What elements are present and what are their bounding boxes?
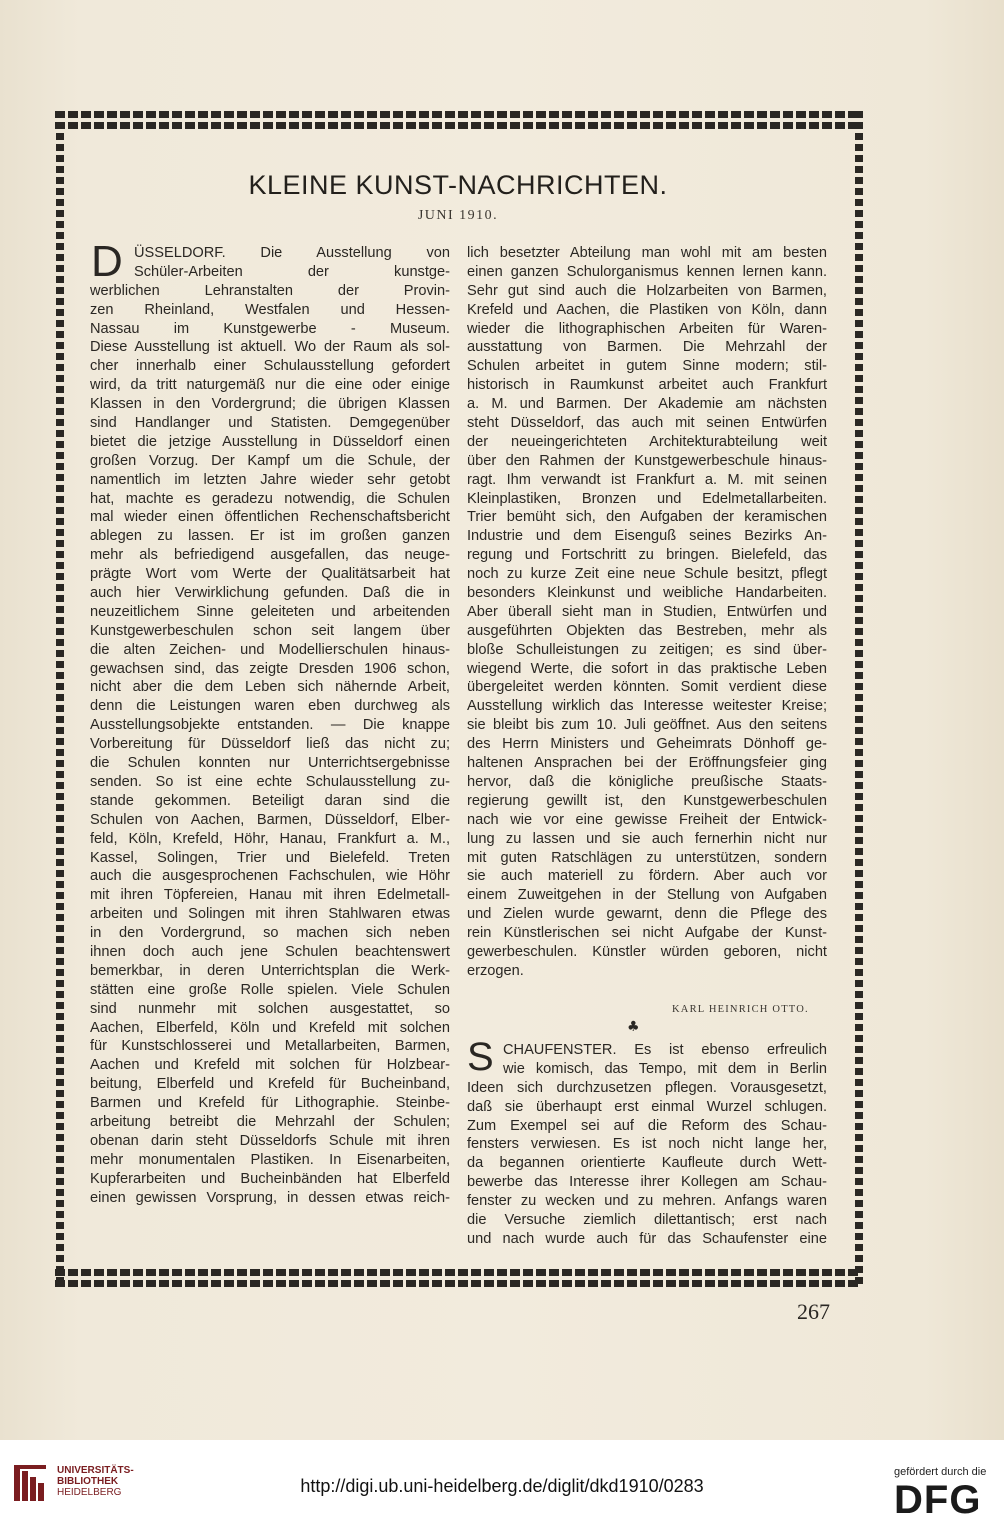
text-line: besonders Kleinkunst und weibliche Handarbeiten. <box>467 585 827 602</box>
text-line: Sehr gut sind auch die Holzarbeiten von Barmen, <box>467 282 827 299</box>
text-line: hervor, daß die königliche preußische Staats- <box>467 773 827 790</box>
text-line: Krefeld und Aachen, die Plastiken von Köln, dann <box>467 301 827 318</box>
text-line: auch hier Verwirklichung gefunden. Daß die in <box>90 585 450 602</box>
frame-top-inner <box>55 122 861 129</box>
funding-note: gefördert durch die <box>894 1466 987 1478</box>
text-line: Barmen und Krefeld für Lithographie. Steinbe- <box>90 1095 450 1112</box>
text-line: sie bleibt bis zum 10. Juli geöffnet. Aus den seitens <box>467 717 827 734</box>
text-line: für Kunstschlosserei und Metallarbeiten, Barmen, <box>90 1038 450 1055</box>
text-line: haltenen Ansprachen bei der Eröffnungsfeier ging <box>467 755 827 772</box>
section-ornament: ♣ <box>627 1019 640 1035</box>
author-signature: KARL HEINRICH OTTO. <box>672 1004 809 1015</box>
text-line: noch zu kurze Zeit eine neue Schule besitzt, pflegt <box>467 566 827 583</box>
text-line: steht Düsseldorf, das auch mit seinen Entwürfen <box>467 415 827 432</box>
text-line: Trier bemüht sich, den Aufgaben der keramischen <box>467 509 827 526</box>
text-line: ablegen zu lassen. Er ist im großen ganzen <box>90 528 450 545</box>
text-line: bietet die jetzige Ausstellung in Düsseldorf einen <box>90 433 450 450</box>
text-line: Klassen in den Vordergrund; die übrigen Klassen <box>90 396 450 413</box>
page-number: 267 <box>797 1299 830 1324</box>
text-line: Industrie und dem Eisenguß seines Bezirks An- <box>467 528 827 545</box>
text-line: in den Vordergrund, so machen sich neben <box>90 925 450 942</box>
text-line: daß sie überhaupt erst einmal Wurzel schlugen. <box>467 1098 827 1115</box>
text-line: und Zielen wurde gewarnt, denn die Pflege des <box>467 906 827 923</box>
text-line: prägte Wort vom Werte der Qualitätsarbeit hat <box>90 566 450 583</box>
text-line: Schulen von Aachen, Barmen, Düsseldorf, Elber- <box>90 811 450 828</box>
text-line: lich besetzter Abteilung man wohl mit am besten <box>467 245 827 261</box>
text-line: erzogen. <box>467 962 524 979</box>
text-line: obenan darin steht Düsseldorfs Schule mit ihren <box>90 1132 450 1149</box>
text-line: über den Rahmen der Kunstgewerbeschule hinaus- <box>467 452 827 469</box>
text-line: der neueingerichteten Architekturabteilung weit <box>467 433 827 450</box>
dropcap-s: S <box>467 1035 494 1079</box>
text-line: CHAUFENSTER. Es ist ebenso erfreulich <box>503 1042 827 1058</box>
text-line: stätten eine große Rolle spielen. Viele Schulen <box>90 981 450 998</box>
text-line: hat, machte es geradezu notwendig, die Schulen <box>90 490 450 507</box>
text-line: bemerkbar, in deren Unterrichtsplan die Werk- <box>90 962 450 979</box>
text-line: Kleinplastiken, Bronzen und Edelmetallarbeiten. <box>467 490 827 507</box>
text-line: ihnen doch auch jene Schulen beachtenswert <box>90 943 450 960</box>
text-line: Vorbereitung für Düsseldorf ließ das nicht zu; <box>90 736 450 753</box>
right-column <box>467 244 827 981</box>
text-line: bewerbe das Interesse ihrer Kollegen am Schau- <box>467 1174 827 1191</box>
text-line: Kupferarbeiten und Bucheinbänden hat Elberfeld <box>90 1170 450 1187</box>
text-line: Schulen arbeitet in gutem Sinne modern; stil- <box>467 358 827 375</box>
article-schaufenster <box>467 1041 827 1249</box>
text-line: mehr als befriedigend ausgefallen, das neuge- <box>90 547 450 564</box>
text-line: arbeitung betreibt die Mehrzahl der Schulen; <box>90 1113 450 1130</box>
text-line: Ausstellung wirklich das Interesse weitester Kreise; <box>467 698 827 715</box>
text-line: und nach wurde auch für das Schaufenster eine <box>467 1230 827 1247</box>
frame-right <box>855 111 863 1286</box>
text-line: Kassel, Solingen, Trier und Bielefeld. Treten <box>90 849 450 866</box>
library-name: UNIVERSITÄTS- BIBLIOTHEK HEIDELBERG <box>57 1465 134 1498</box>
text-line: mehr monumentalen Plastiken. In Eisenarbeiten, <box>90 1151 450 1168</box>
text-line: senden. So ist eine echte Schulausstellung zu- <box>90 773 450 790</box>
text-line: werblichen Lehranstalten der Provin- <box>90 282 450 299</box>
text-line: fenster zu wecken und zu mehren. Anfangs waren <box>467 1193 827 1210</box>
text-line: wird, da tritt naturgemäß nur die eine oder einige <box>90 377 450 394</box>
text-line: historisch in Raumkunst arbeitet auch Frankfurt <box>467 377 827 394</box>
text-line: Diese Ausstellung ist aktuell. Wo der Raum als sol- <box>90 339 450 356</box>
text-line: sie auch materiell zu fördern. Aber auch vor <box>467 868 827 885</box>
frame-left <box>56 111 64 1286</box>
text-line: einem Zuweitgehen in der Stellung von Aufgaben <box>467 887 827 904</box>
text-line: lung zu lassen und sie auch fernerhin nicht nur <box>467 830 827 847</box>
text-line: rein Künstlerischen sei nicht Aufgabe der Kunst- <box>467 925 827 942</box>
text-line: Ideen sich durchzusetzen pflegen. Vorausgesetzt, <box>467 1079 827 1096</box>
text-line: Nassau im Kunstgewerbe - Museum. <box>90 320 450 337</box>
text-line: ragt. Ihm verwandt ist Frankfurt a. M. mit seinen <box>467 471 827 488</box>
text-line: beitung, Elberfeld und Krefeld für Bucheinband, <box>90 1076 450 1093</box>
text-line: einen ganzen Schulorganismus kennen lernen kann. <box>467 263 827 280</box>
text-line: sind Handlanger und Statisten. Demgegenüber <box>90 415 450 432</box>
text-line: fensters verwiesen. Es ist noch nicht lange her, <box>467 1136 827 1153</box>
text-line: wiegend Werte, die sofort in das praktische Leben <box>467 660 827 677</box>
text-line: Schüler-Arbeiten der kunstge- <box>134 263 450 280</box>
text-line: großen Vorzug. Der Kampf um die Schule, der <box>90 452 450 469</box>
frame-bottom-inner <box>55 1280 861 1287</box>
text-line: die alten Zeichen- und Modellierschulen hinaus- <box>90 641 450 658</box>
text-line: arbeiten und Solingen mit ihren Stahlwaren etwas <box>90 906 450 923</box>
text-line: ÜSSELDORF. Die Ausstellung von <box>134 245 450 261</box>
frame-bottom <box>55 1269 861 1276</box>
page-title: KLEINE KUNST-NACHRICHTEN. <box>248 170 668 200</box>
text-line: stande gekommen. Beteiligt daran sind die <box>90 792 450 809</box>
text-line: die Schulen konnten nur Unterrichtsergebnisse <box>90 755 450 772</box>
text-line: einen gewissen Vorsprung, in dessen etwas reich- <box>90 1189 450 1206</box>
text-line: wie komisch, das Tempo, mit dem in Berlin <box>503 1060 827 1077</box>
text-line: wieder die lithographischen Arbeiten für Waren- <box>467 320 827 337</box>
text-line: auch die ausgesprochenen Fachschulen, wie Höhr <box>90 868 450 885</box>
text-line: mit ihren Töpfereien, Hanau mit ihren Edelmetall- <box>90 887 450 904</box>
text-line: übergeleitet werden könnten. Somit verdient diese <box>467 679 827 696</box>
text-line: cher innerhalb einer Schulausstellung gefordert <box>90 358 450 375</box>
issue-date: JUNI 1910. <box>417 208 499 223</box>
text-line: ausstattung von Barmen. Die Mehrzahl der <box>467 339 827 356</box>
text-line: ausgeführten Objekten das Bestreben, mehr als <box>467 622 827 639</box>
text-line: feld, Köln, Krefeld, Höhr, Hanau, Frankfurt a. M., <box>90 830 450 847</box>
text-line: neuzeitlichem Sinne geleiteten und arbeitenden <box>90 603 450 620</box>
text-line: nach wie vor eine gewisse Freiheit der Entwick- <box>467 811 827 828</box>
text-line: bloße Schulleistungen zu zeitigen; es sind über- <box>467 641 827 658</box>
dfg-logo: DFG <box>894 1478 982 1522</box>
text-line: mal wieder einen öffentlichen Rechenschaftsbericht <box>90 509 450 526</box>
text-line: regung und Fortschritt zu bringen. Bielefeld, das <box>467 547 827 564</box>
permalink-url[interactable]: http://digi.ub.uni-heidelberg.de/diglit/dkd1910/0283 <box>300 1476 704 1496</box>
frame-top <box>55 111 861 118</box>
text-line: Aber überall sieht man in Studien, Entwürfen und <box>467 603 827 620</box>
dropcap-d: D <box>91 237 123 286</box>
left-column <box>90 244 450 1207</box>
text-line: a. M. und Barmen. Der Akademie am nächsten <box>467 396 827 413</box>
text-line: Aachen und Krefeld mit solchen für Holzbear- <box>90 1057 450 1074</box>
text-line: da begannen orientierte Kaufleute durch Wett- <box>467 1155 827 1172</box>
text-line: Ausstellungsobjekte entstanden. — Die knappe <box>90 717 450 734</box>
text-line: nicht aber die dem Leben sich nähernde Arbeit, <box>90 679 450 696</box>
text-line: mit guten Ratschlägen zu unterstützen, sondern <box>467 849 827 866</box>
text-line: des Herrn Ministers und Geheimrats Dönhoff ge- <box>467 736 827 753</box>
text-line: die Versuche ziemlich dilettantisch; erst nach <box>467 1212 827 1229</box>
text-line: gewerbeschulen. Künstler würden geboren, nicht <box>467 943 827 960</box>
text-line: zen Rheinland, Westfalen und Hessen- <box>90 301 450 318</box>
text-line: denn die Leistungen waren eben durchweg als <box>90 698 450 715</box>
text-line: gewachsen sind, das zeigte Dresden 1906 schon, <box>90 660 450 677</box>
text-line: Kunstgewerbeschulen schon seit langem über <box>90 622 450 639</box>
text-line: sind nunmehr mit solchen ausgestattet, so <box>90 1000 450 1017</box>
text-line: Aachen, Elberfeld, Köln und Krefeld mit solchen <box>90 1019 450 1036</box>
text-line: namentlich im letzten Jahre wieder sehr getobt <box>90 471 450 488</box>
text-line: regierung gewillt ist, den Kunstgewerbeschulen <box>467 792 827 809</box>
text-line: Zum Exempel sei auf die Reform des Schau- <box>467 1117 827 1134</box>
